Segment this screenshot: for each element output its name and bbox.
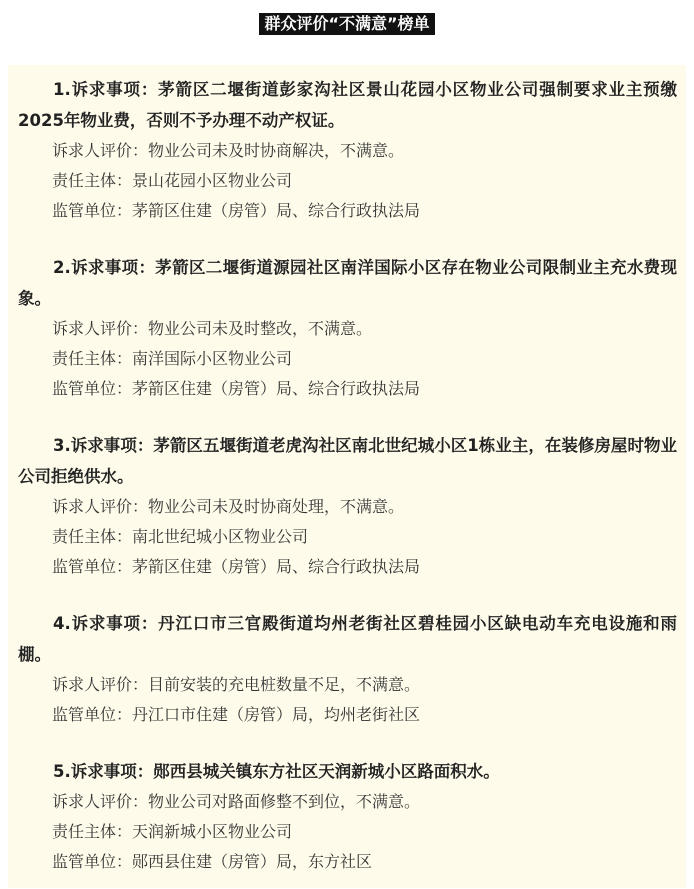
complaint-title: 4.诉求事项：丹江口市三官殿街道均州老街社区碧桂园小区缺电动车充电设施和雨棚。 xyxy=(18,614,677,664)
supervising-unit: 监管单位：郧西县住建（房管）局，东方社区 xyxy=(52,852,373,871)
complaint-title: 2.诉求事项：茅箭区二堰街道源园社区南洋国际小区存在物业公司限制业主充水费现象。 xyxy=(18,258,677,308)
complainant-evaluation: 诉求人评价：物业公司未及时协商处理，不满意。 xyxy=(52,497,405,516)
complaint-item-1 xyxy=(18,74,677,226)
supervising-unit: 监管单位：丹江口市住建（房管）局，均州老街社区 xyxy=(52,705,421,724)
complaint-title: 3.诉求事项：茅箭区五堰街道老虎沟社区南北世纪城小区1栋业主，在装修房屋时物业公司拒绝供水。 xyxy=(18,436,677,486)
header xyxy=(0,0,694,37)
complaint-title: 5.诉求事项：郧西县城关镇东方社区天润新城小区路面积水。 xyxy=(53,762,500,781)
responsible-party: 责任主体：天润新城小区物业公司 xyxy=(52,822,293,841)
complainant-evaluation: 诉求人评价：物业公司未及时协商解决，不满意。 xyxy=(52,141,405,160)
complaint-list xyxy=(8,65,686,888)
complainant-evaluation: 诉求人评价：物业公司对路面修整不到位，不满意。 xyxy=(52,792,421,811)
responsible-party: 责任主体：南洋国际小区物业公司 xyxy=(52,349,293,368)
page-title: 群众评价“不满意”榜单 xyxy=(259,13,434,35)
responsible-party: 责任主体：南北世纪城小区物业公司 xyxy=(52,527,309,546)
responsible-party: 责任主体：景山花园小区物业公司 xyxy=(52,171,293,190)
complaint-item-2 xyxy=(18,252,677,404)
complainant-evaluation: 诉求人评价：物业公司未及时整改，不满意。 xyxy=(52,319,373,338)
complaint-item-3 xyxy=(18,430,677,582)
supervising-unit: 监管单位：茅箭区住建（房管）局、综合行政执法局 xyxy=(52,557,421,576)
supervising-unit: 监管单位：茅箭区住建（房管）局、综合行政执法局 xyxy=(52,379,421,398)
complaint-item-5 xyxy=(18,756,677,877)
complaint-title: 1.诉求事项：茅箭区二堰街道彭家沟社区景山花园小区物业公司强制要求业主预缴2025年物业费，否则不予办理不动产权证。 xyxy=(18,80,677,130)
complainant-evaluation: 诉求人评价：目前安装的充电桩数量不足，不满意。 xyxy=(52,675,421,694)
supervising-unit: 监管单位：茅箭区住建（房管）局、综合行政执法局 xyxy=(52,201,421,220)
complaint-item-4 xyxy=(18,608,677,730)
